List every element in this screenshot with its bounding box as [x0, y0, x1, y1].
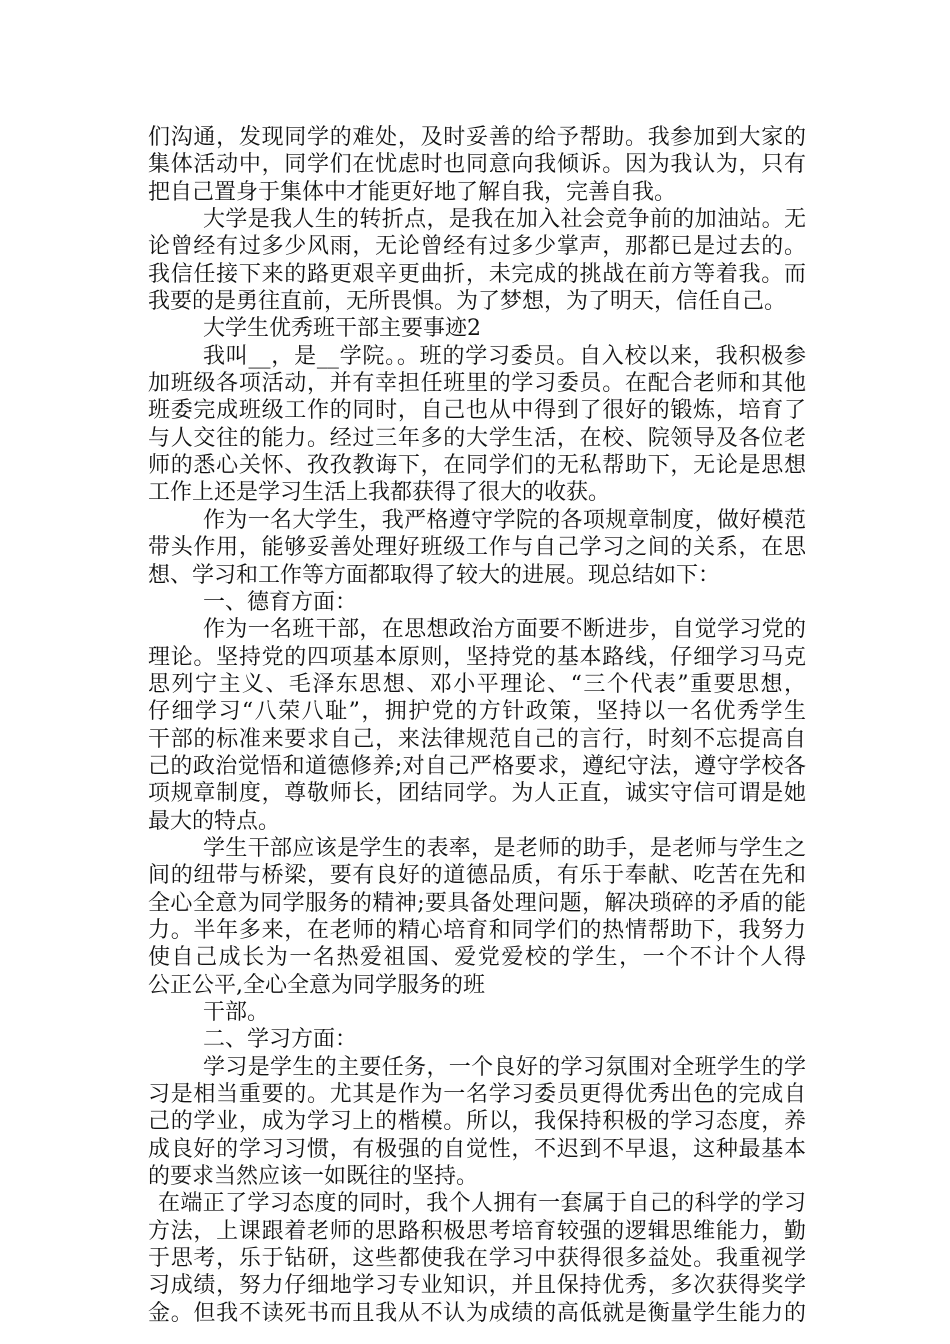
- text-line: 论曾经有过多少风雨，无论曾经有过多少掌声，那都已是过去的。: [148, 234, 806, 260]
- text-line: 作为一名大学生，我严格遵守学院的各项规章制度，做好模范: [203, 507, 806, 533]
- text-line: 己的政治觉悟和道德修养;对自己严格要求，遵纪守法，遵守学校各: [148, 753, 806, 779]
- text-line: 公正公平,全心全意为同学服务的班: [148, 972, 485, 998]
- text-line: 我叫__，是__学院。。班的学习委员。自入校以来，我积极参: [203, 343, 806, 369]
- text-line: 方法，上课跟着老师的思路积极思考培育较强的逻辑思维能力，勤: [148, 1218, 806, 1244]
- text-line: 把自己置身于集体中才能更好地了解自我，完善自我。: [148, 179, 677, 205]
- text-line: 作为一名班干部，在思想政治方面要不断进步，自觉学习党的: [203, 617, 806, 643]
- text-line: 间的纽带与桥梁，要有良好的道德品质，有乐于奉献、吃苦在先和: [148, 863, 806, 889]
- text-line: 习成绩，努力仔细地学习专业知识，并且保持优秀，多次获得奖学: [148, 1273, 806, 1299]
- text-line: 力。半年多来，在老师的精心培育和同学们的热情帮助下，我努力: [148, 917, 806, 943]
- text-line: 在端正了学习态度的同时，我个人拥有一套属于自己的科学的学习: [158, 1191, 806, 1217]
- text-line: 的要求当然应该一如既往的坚持。: [148, 1164, 479, 1190]
- text-line: 思列宁主义、毛泽东思想、邓小平理论、“三个代表”重要思想，: [148, 671, 806, 697]
- text-line: 集体活动中，同学们在忧虑时也同意向我倾诉。因为我认为，只有: [148, 152, 806, 178]
- section-heading: 二、学习方面：: [203, 1027, 358, 1053]
- text-line: 干部。: [203, 1000, 270, 1025]
- text-line: 们沟通，发现同学的难处，及时妥善的给予帮助。我参加到大家的: [148, 125, 806, 150]
- text-line: 想、学习和工作等方面都取得了较大的进展。现总结如下：: [148, 562, 721, 588]
- text-line: 习是相当重要的。尤其是作为一名学习委员更得优秀出色的完成自: [148, 1082, 806, 1108]
- text-line: 最大的特点。: [148, 808, 281, 834]
- text-line: 加班级各项活动，并有幸担任班里的学习委员。在配合老师和其他: [148, 371, 806, 397]
- text-line: 理论。坚持党的四项基本原则，坚持党的基本路线，仔细学习马克: [148, 644, 806, 670]
- text-line: 于思考，乐于钻研，这些都使我在学习中获得很多益处。我重视学: [148, 1246, 806, 1272]
- text-line: 带头作用，能够妥善处理好班级工作与自己学习之间的关系，在思: [148, 535, 806, 561]
- text-line: 金。但我不读死书而且我从不认为成绩的高低就是衡量学生能力的: [148, 1300, 806, 1326]
- text-line: 仔细学习“八荣八耻”，拥护党的方针政策，坚持以一名优秀学生: [148, 699, 806, 725]
- text-line: 己的学业，成为学习上的楷模。所以，我保持积极的学习态度，养: [148, 1109, 806, 1135]
- section-heading: 大学生优秀班干部主要事迹2: [203, 316, 481, 342]
- text-line: 工作上还是学习生活上我都获得了很大的收获。: [148, 480, 611, 506]
- text-line: 大学是我人生的转折点，是我在加入社会竞争前的加油站。无: [203, 207, 806, 233]
- document-body: [148, 124, 806, 1327]
- text-line: 使自己成长为一名热爱祖国、爱党爱校的学生，一个不计个人得: [148, 945, 806, 971]
- text-line: 干部的标准来要求自己，来法律规范自己的言行，时刻不忘提高自: [148, 726, 806, 752]
- text-line: 项规章制度，尊敬师长，团结同学。为人正直，诚实守信可谓是她: [148, 781, 806, 807]
- text-line: 师的悉心关怀、孜孜教诲下，在同学们的无私帮助下，无论是思想: [148, 453, 806, 479]
- text-line: 我信任接下来的路更艰辛更曲折，未完成的挑战在前方等着我。而: [148, 261, 806, 287]
- text-line: 班委完成班级工作的同时，自己也从中得到了很好的锻炼，培育了: [148, 398, 806, 424]
- section-heading: 一、德育方面：: [203, 589, 358, 615]
- text-line: 全心全意为同学服务的精神;要具备处理问题，解决琐碎的矛盾的能: [148, 890, 806, 916]
- text-line: 学习是学生的主要任务，一个良好的学习氛围对全班学生的学: [203, 1054, 806, 1080]
- text-line: 成良好的学习习惯，有极强的自觉性，不迟到不早退，这种最基本: [148, 1136, 806, 1162]
- text-line: 我要的是勇往直前，无所畏惧。为了梦想，为了明天，信任自己。: [148, 289, 787, 315]
- text-line: 学生干部应该是学生的表率，是老师的助手，是老师与学生之: [203, 835, 806, 861]
- text-line: 与人交往的能力。经过三年多的大学生活，在校、院领导及各位老: [148, 425, 806, 451]
